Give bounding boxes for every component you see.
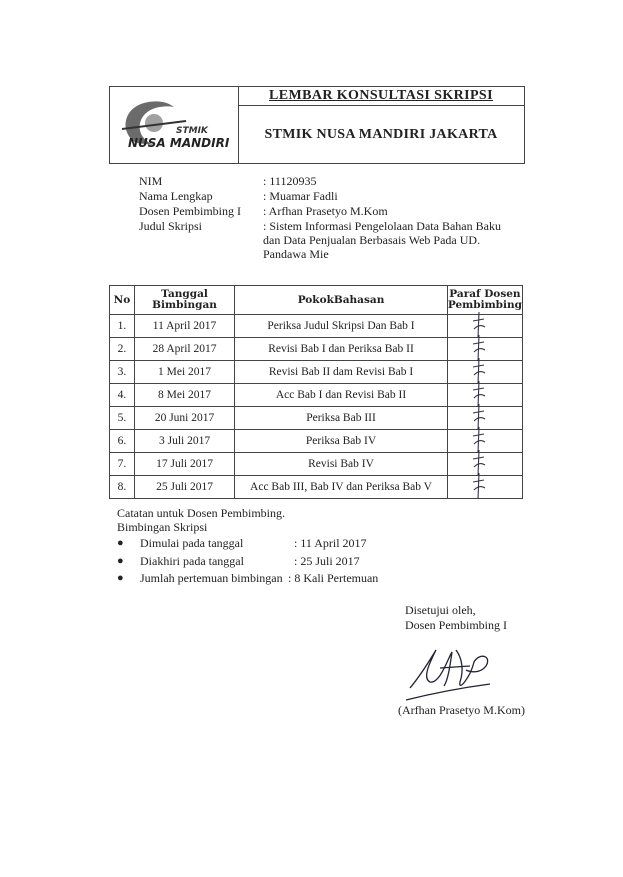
svg-text:STMIK: STMIK (176, 126, 208, 136)
row-date: 3 Juli 2017 (134, 430, 234, 453)
col-no-header: No (110, 286, 135, 315)
advisor-value: : Arfhan Prasetyo M.Kom (263, 204, 388, 218)
bullet-icon: ● (117, 537, 124, 549)
table-row (110, 384, 523, 407)
table-row (110, 361, 523, 384)
row-no: 6. (110, 430, 135, 453)
row-date: 28 April 2017 (134, 338, 234, 361)
row-initials (447, 476, 522, 499)
table-row (110, 430, 523, 453)
notes-line1: Catatan untuk Dosen Pembimbing. (117, 506, 285, 520)
svg-text:NUSA MANDIRI: NUSA MANDIRI (128, 136, 230, 150)
row-topic: Periksa Bab III (235, 407, 448, 430)
meeting-count-label: Jumlah pertemuan bimbingan (140, 571, 283, 585)
consultation-table (109, 285, 523, 499)
row-no: 3. (110, 361, 135, 384)
bullet-icon: ● (117, 572, 124, 584)
end-date-label: Diakhiri pada tanggal (140, 554, 244, 568)
end-date-value: : 25 Juli 2017 (294, 554, 360, 568)
advisor-label: Dosen Pembimbing I (139, 204, 241, 218)
row-topic: Revisi Bab IV (235, 453, 448, 476)
meeting-count-value: : 8 Kali Pertemuan (288, 571, 379, 585)
approval-line2: Dosen Pembimbing I (405, 618, 507, 632)
row-topic: Acc Bab I dan Revisi Bab II (235, 384, 448, 407)
row-no: 5. (110, 407, 135, 430)
table-row (110, 476, 523, 499)
initials-icon (470, 472, 488, 500)
row-topic: Acc Bab III, Bab IV dan Periksa Bab V (235, 476, 448, 499)
advisor-signature-name: (Arfhan Prasetyo M.Kom) (398, 703, 525, 717)
start-date-label: Dimulai pada tanggal (140, 536, 244, 550)
name-value: : Muamar Fadli (263, 189, 338, 203)
table-row (110, 315, 523, 338)
document-header (109, 86, 525, 164)
institution-name: STMIK NUSA MANDIRI JAKARTA (264, 127, 498, 142)
row-date: 8 Mei 2017 (134, 384, 234, 407)
row-topic: Periksa Judul Skripsi Dan Bab I (235, 315, 448, 338)
notes-line2: Bimbingan Skripsi (117, 520, 208, 534)
stmik-logo (114, 93, 234, 157)
col-date-header: Tanggal Bimbingan (134, 286, 234, 315)
row-no: 7. (110, 453, 135, 476)
row-date: 20 Juni 2017 (134, 407, 234, 430)
document-title: LEMBAR KONSULTASI SKRIPSI (269, 88, 493, 103)
nim-label: NIM (139, 174, 163, 188)
row-topic: Revisi Bab II dam Revisi Bab I (235, 361, 448, 384)
bullet-icon: ● (117, 555, 124, 567)
approval-line1: Disetujui oleh, (405, 603, 476, 617)
row-topic: Periksa Bab IV (235, 430, 448, 453)
name-label: Nama Lengkap (139, 189, 213, 203)
row-date: 17 Juli 2017 (134, 453, 234, 476)
row-no: 4. (110, 384, 135, 407)
start-date-value: : 11 April 2017 (294, 536, 367, 550)
signature-icon (400, 638, 500, 704)
row-date: 11 April 2017 (134, 315, 234, 338)
row-date: 1 Mei 2017 (134, 361, 234, 384)
col-sign-header: Paraf Dosen Pembimbing (447, 286, 522, 315)
row-topic: Revisi Bab I dan Periksa Bab II (235, 338, 448, 361)
col-topic-header: PokokBahasan (235, 286, 448, 315)
row-no: 1. (110, 315, 135, 338)
nim-value: : 11120935 (263, 174, 317, 188)
table-row (110, 407, 523, 430)
thesis-title-value: : Sistem Informasi Pengelolaan Data Bahan Baku dan Data Penjualan Berbasais Web Pada UD. Pandawa Mie (263, 219, 501, 261)
row-no: 8. (110, 476, 135, 499)
row-date: 25 Juli 2017 (134, 476, 234, 499)
table-row (110, 338, 523, 361)
table-header-row (110, 286, 523, 315)
thesis-title-label: Judul Skripsi (139, 219, 203, 233)
row-no: 2. (110, 338, 135, 361)
table-row (110, 453, 523, 476)
